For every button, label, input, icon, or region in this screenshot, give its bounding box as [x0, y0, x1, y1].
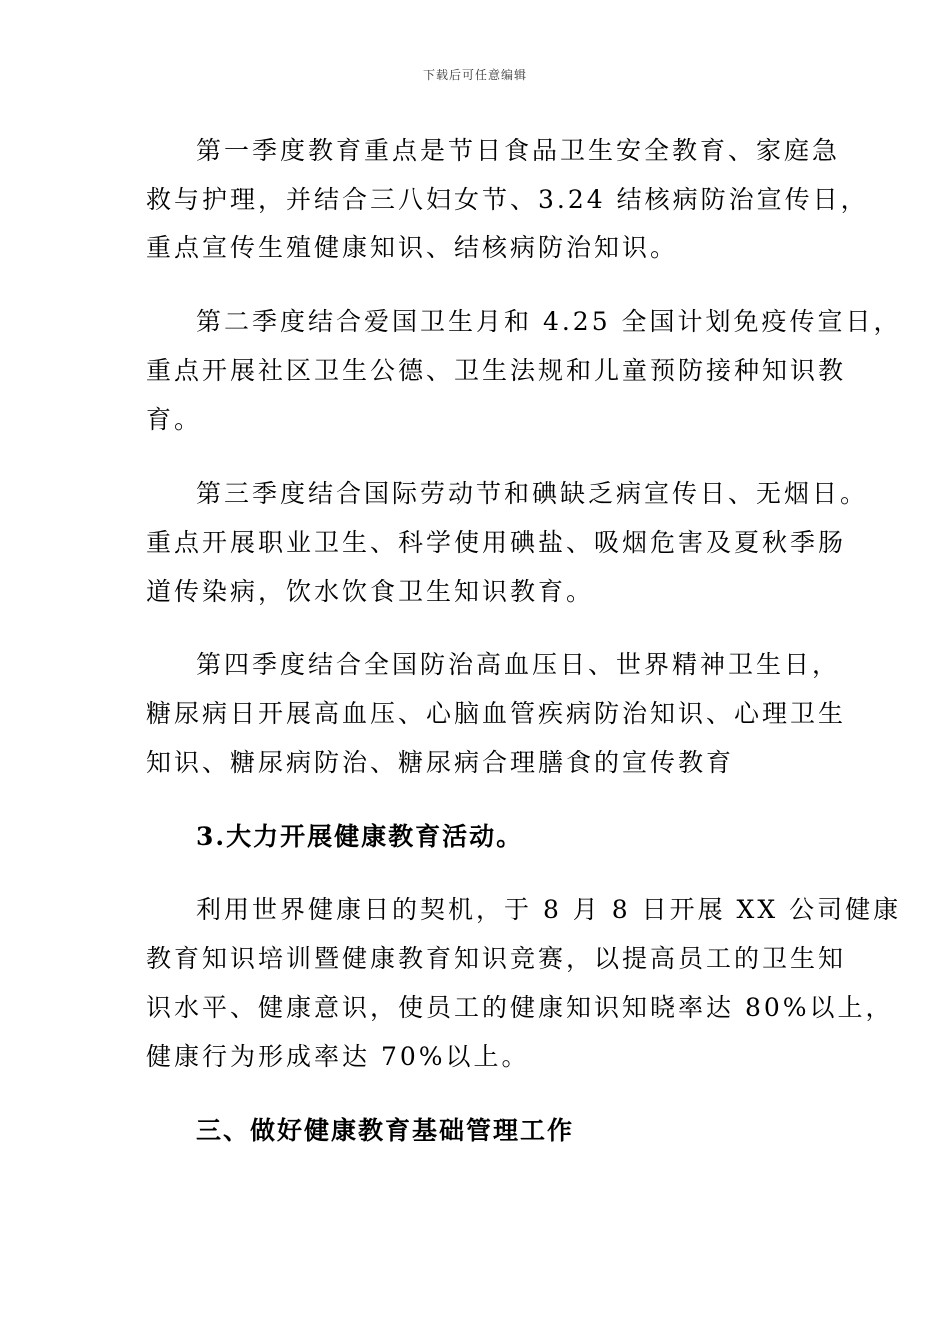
paragraph-q4-line-3: 知识、糖尿病防治、糖尿病合理膳食的宣传教育 — [146, 748, 735, 777]
activity-paragraph-line-4: 健康行为形成率达 70%以上。 — [146, 1042, 530, 1071]
paragraph-q1-line-3: 重点宣传生殖健康知识、结核病防治知识。 — [146, 233, 679, 262]
paragraph-q2-line-1: 第二季度结合爱国卫生月和 4.25 全国计划免疫传宣日， — [196, 307, 902, 336]
paragraph-q3-line-2: 重点开展职业卫生、科学使用碘盐、吸烟危害及夏秋季肠 — [146, 528, 847, 557]
paragraph-q3-line-1: 第三季度结合国际劳动节和碘缺乏病宣传日、无烟日。 — [196, 479, 869, 508]
activity-paragraph-line-2: 教育知识培训暨健康教育知识竞赛，以提高员工的卫生知 — [146, 944, 847, 973]
section-heading: 三、做好健康教育基础管理工作 — [196, 1116, 575, 1145]
paragraph-q3-line-3: 道传染病，饮水饮食卫生知识教育。 — [146, 577, 595, 606]
activity-paragraph-line-3: 识水平、健康意识，使员工的健康知识知晓率达 80%以上， — [146, 993, 894, 1022]
paragraph-q1-line-2: 救与护理，并结合三八妇女节、3.24 结核病防治宣传日， — [146, 185, 869, 214]
subsection-heading: 3.大力开展健康教育活动。 — [196, 822, 524, 851]
paragraph-q4-line-1: 第四季度结合全国防治高血压日、世界精神卫生日， — [196, 650, 841, 679]
paragraph-q2-line-2: 重点开展社区卫生公德、卫生法规和儿童预防接种知识教 — [146, 356, 847, 385]
paragraph-q1-line-1: 第一季度教育重点是节日食品卫生安全教育、家庭急 — [196, 136, 841, 165]
page-header-note: 下载后可任意编辑 — [422, 68, 527, 82]
activity-paragraph-line-1: 利用世界健康日的契机，于 8 月 8 日开展 XX 公司健康 — [196, 895, 902, 924]
paragraph-q2-line-3: 育。 — [146, 405, 203, 434]
paragraph-q4-line-2: 糖尿病日开展高血压、心脑血管疾病防治知识、心理卫生 — [146, 699, 847, 728]
